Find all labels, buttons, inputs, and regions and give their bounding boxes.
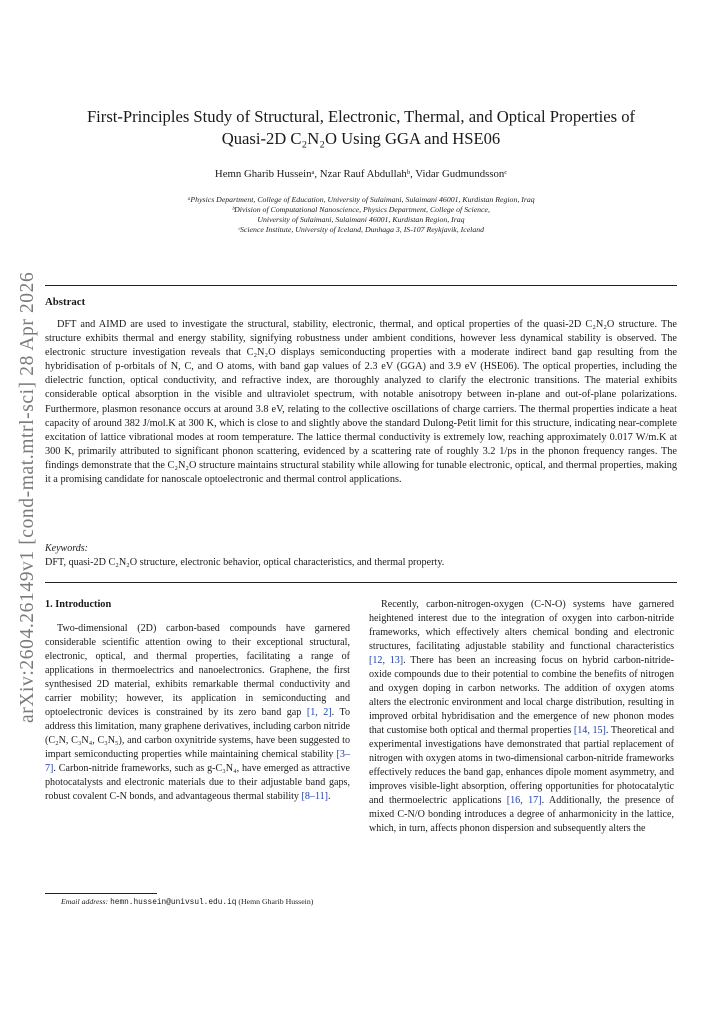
intro-paragraph-1: [45, 622, 350, 804]
citation-link[interactable]: [1, 2]: [306, 707, 332, 718]
abstract-text: DFT and AIMD are used to investigate the structural, stability, electronic, thermal, and optical properties of the quasi-2D C₂N₂O structure. The structure exhibits thermal and energy stability, signifying robustness under ambient conditions, however less dynamical stability is observed. The electronic structure investigation reveals that C₂N₂O displays semiconducting properties with a moderate indirect band gap resulting from the hybridisation of p-orbitals of N, C, and O atoms, with band gap values of 2.3 eV (GGA) and 3.9 eV (HSE06). The optical properties, including the dielectric function, optical conductivity, and refractive index, are thoroughly analyzed to clarify the electronic transitions. The material exhibits considerable optical absorption in the visible and ultraviolet spectrum, with notable anisotropy between in-plane and out-of-plane polarizations. Furthermore, plasmon resonance occurs at around 3.8 eV, relating to the collective oscillations of charge carriers. The thermal properties indicate a heat capacity of around 382 J/mol.K at 300 K, which is close to and slightly above the standard Dulong-Petit limit for this structure, indicating near-complete excitation of lattice vibrational modes at room temperature. The lattice thermal conductivity is extremely low, reaching approximately 0.017 W/m.K at 300 K, primarily attributed to significant phonon scattering, evidenced by a scattering rate of roughly 3.2 1/ps in the phonon frequency ranges. The findings demonstrate that the C₂N₂O structure maintains structural stability while allowing for tunable electronic, optical, and thermal properties, making it a promising candidate for nanoscale optoelectronic and thermal control applications.: [45, 319, 677, 486]
text-run: . Theoretical and experimental investigations have demonstrated that partial replacement of nitrogen with oxygen atoms in two-dimensional carbon-nitride frameworks effectively reduces the band gap, enhances dipole moment asymmetry, and improves visible-light absorption, offering opportunities for photocatalytic and thermoelectric applications: [369, 725, 674, 806]
footnote-name: (Hemn Gharib Hussein): [238, 897, 314, 906]
intro-paragraph-2: [369, 598, 674, 836]
text-run: .: [328, 791, 331, 802]
citation-link[interactable]: [14, 15]: [573, 725, 606, 736]
email-link[interactable]: hemn.hussein@univsul.edu.iq: [110, 899, 237, 907]
left-column: [45, 598, 350, 804]
text-run: . Additionally, the presence of mixed C-N/O bonding introduces a degree of anharmonicity in the lattice, which, in turn, affects phonon dispersion and subsequently alters the: [369, 795, 674, 834]
email-footnote: [45, 897, 350, 908]
paper-title: [45, 106, 677, 150]
right-column: [369, 598, 674, 836]
affiliation-b-line-1: ᵇDivision of Computational Nanoscience, Physics Department, College of Science,: [232, 205, 490, 214]
keywords-text: DFT, quasi-2D C₂N₂O structure, electronic behavior, optical characteristics, and thermal property.: [45, 557, 445, 568]
citation-link[interactable]: [12, 13]: [369, 655, 404, 666]
citation-link[interactable]: [16, 17]: [506, 795, 542, 806]
text-run: Recently, carbon-nitrogen-oxygen (C-N-O) systems have garnered heightened interest due to the integration of oxygen into carbon-nitride frameworks, which effectively alters chemical bonding and electronic structures, facilitating adjustable stability and functional characteristics: [369, 599, 674, 652]
footnote-label: Email address:: [61, 897, 109, 906]
keywords-heading: Keywords:: [45, 543, 88, 554]
affiliation-b-line-2: University of Sulaimani, Sulaimani 46001, Kurdistan Region, Iraq: [257, 215, 465, 224]
text-run: . To address this limitation, many graphene derivatives, including carbon nitride (C₂N, C₃N₄, C₃N₅), and carbon oxynitride systems, have been suggested to impart semiconducting properties while maintaining chemical stability: [45, 707, 350, 760]
author-list: Hemn Gharib Husseinᵃ, Nzar Rauf Abdullahᵇ, Vidar Gudmundssonᶜ: [214, 168, 508, 180]
title-line-2: Quasi-2D C₂N₂O Using GGA and HSE06: [221, 129, 501, 148]
abstract-heading: Abstract: [45, 296, 86, 308]
section-heading: 1. Introduction: [45, 599, 112, 610]
text-run: Two-dimensional (2D) carbon-based compounds have garnered considerable scientific attention owing to their exceptional structural, electronic, optical, and thermal properties, facilitating a range of applications in thermoelectrics and nanoelectronics. Graphene, the first synthesised 2D material, exhibits remarkable thermal conductivity and carrier mobility; however, its application in semiconducting and optoelectronic devices is constrained by its zero band gap: [45, 623, 350, 718]
abstract-bottom-rule: [45, 582, 677, 583]
text-run: . There has been an increasing focus on hybrid carbon-nitride-oxide compounds due to their potential to combine the benefits of nitrogen and oxygen doping in carbon networks. The addition of oxygen atoms alters the electronic environment and local charge distribution, resulting in improved orbital hybridisation and the emergence of new phonon modes that customise both optical and thermal properties: [369, 655, 674, 736]
top-rule: [45, 285, 677, 286]
citation-link[interactable]: [8–11]: [301, 791, 329, 802]
affiliation-a: ᵃPhysics Department, College of Education, University of Sulaimani, Sulaimani 46001, Kurdistan Region, Iraq: [187, 195, 535, 204]
footnote-rule: [45, 893, 157, 894]
affiliation-c: ᶜScience Institute, University of Iceland, Dunhaga 3, IS-107 Reykjavik, Iceland: [237, 225, 485, 234]
title-line-1: First-Principles Study of Structural, Electronic, Thermal, and Optical Properties of: [86, 107, 636, 126]
affiliations: [45, 195, 677, 235]
text-run: . Carbon-nitride frameworks, such as g-C₃N₄, have emerged as attractive photocatalysts and electronic materials due to their adjustable band gaps, robust covalent C-N bonds, and advantageous thermal stability: [45, 763, 350, 802]
citation-link[interactable]: [3–7]: [45, 749, 350, 774]
arxiv-identifier: arXiv:2604.26149v1 [cond-mat.mtrl-sci] 28 Apr 2026: [17, 271, 38, 723]
